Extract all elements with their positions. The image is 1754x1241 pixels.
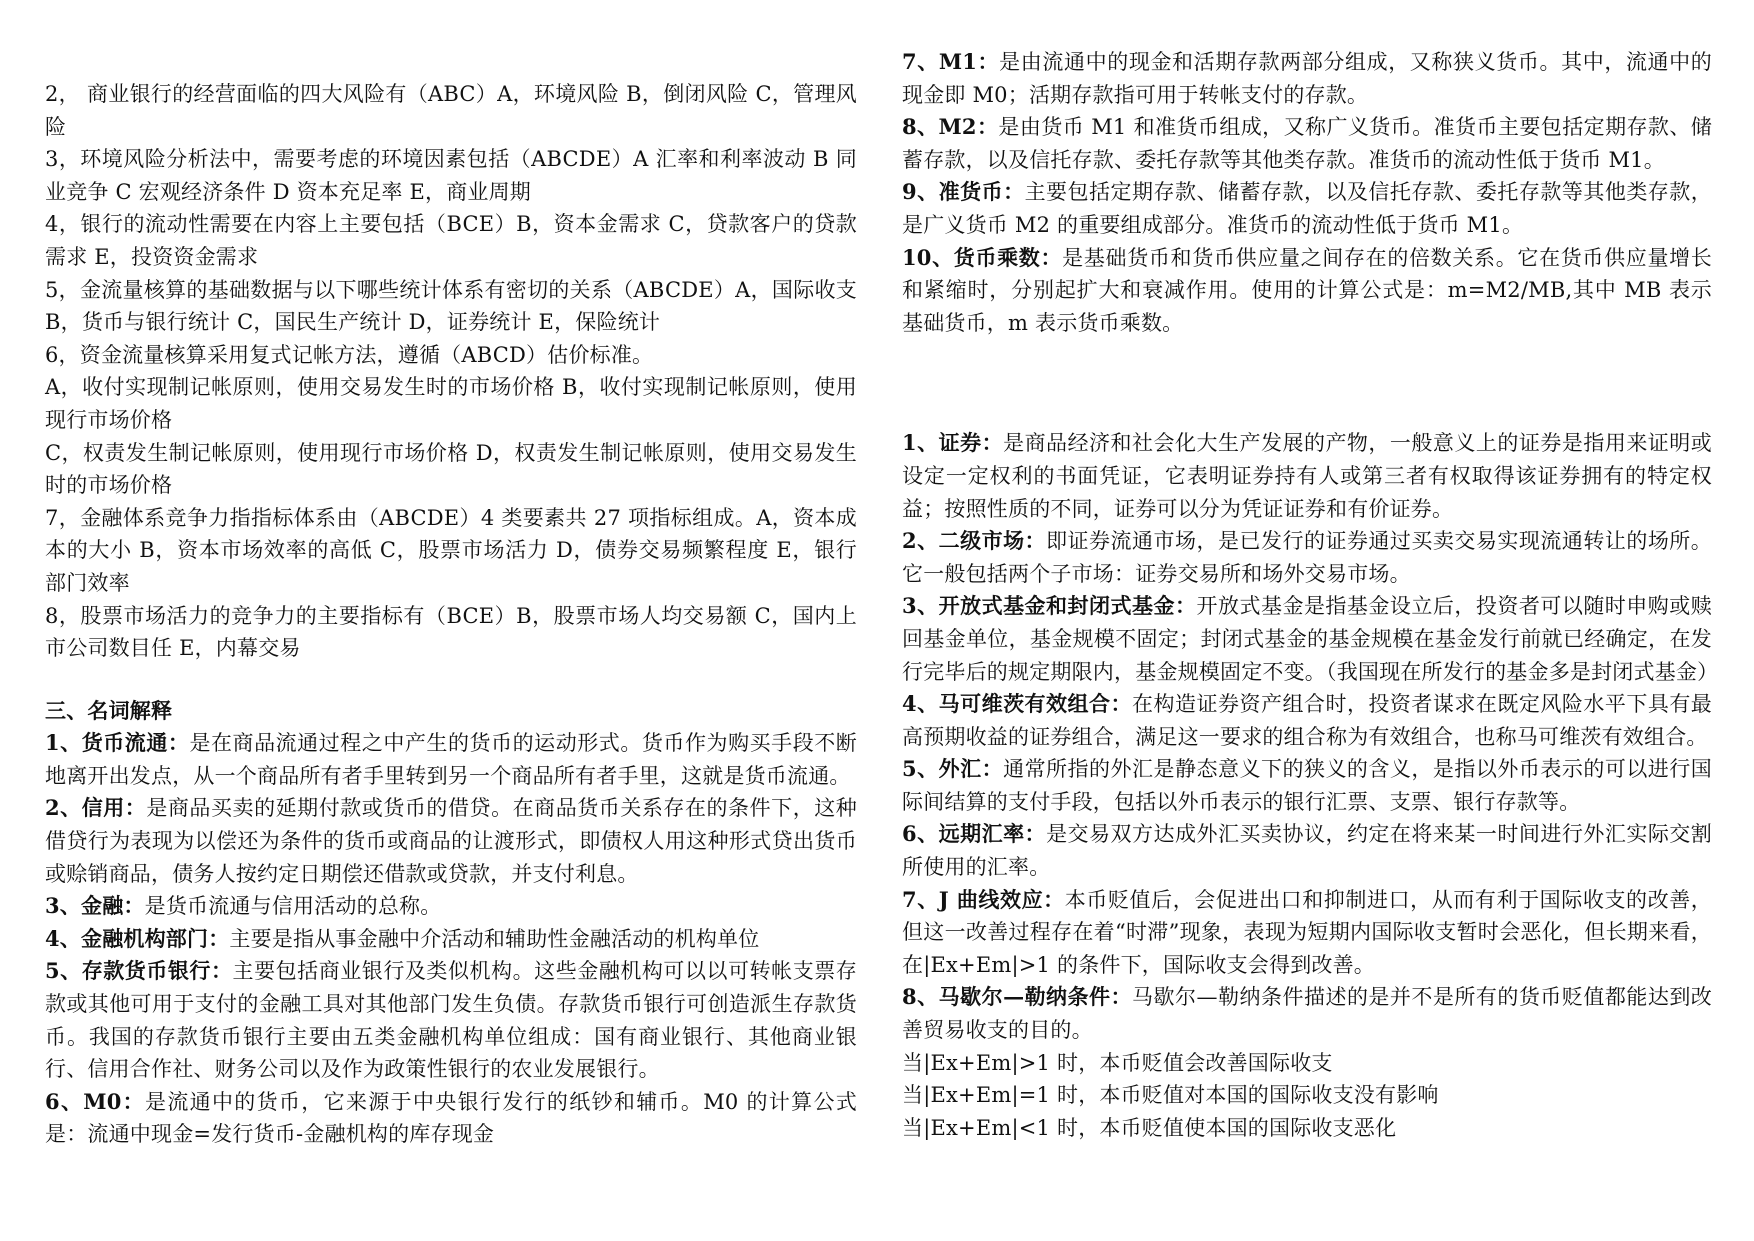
term-label: 8、M2：	[902, 114, 999, 140]
term-definition: 是货币流通与信用活动的总称。	[144, 894, 442, 919]
term-entry	[902, 818, 1712, 883]
term-entry	[902, 590, 1719, 688]
mc-question-7: 7，金融体系竞争力指指标体系由（ABCDE）4 类要素共 27 项指标组成。A，资本成本的大小 B，资本市场效率的高低 C，股票市场活力 D，债券交易频繁程度 E，银行部门效率	[45, 505, 857, 595]
term-definition: 主要包括定期存款、储蓄存款，以及信托存款、委托存款等其他类存款，是广义货币 M2 的重要组成部分。准货币的流动性低于货币 M1。	[902, 180, 1712, 237]
term-label: 5、外汇：	[902, 756, 1004, 782]
term-entry	[45, 1086, 857, 1151]
mc-question-6-options-ab: A，收付实现制记帐原则，使用交易发生时的市场价格 B，收付实现制记帐原则，使用现行市场价格	[45, 375, 857, 432]
mc-question-6-options-cd: C，权责发生制记帐原则，使用现行市场价格 D，权责发生制记帐原则，使用交易发生时的市场价格	[45, 440, 857, 498]
term-label: 3、金融：	[45, 893, 145, 919]
mc-question-6: 6，资金流量核算采用复式记帐方法，遵循（ABCD）估价标准。	[45, 342, 654, 367]
term-definition: 是基础货币和货币供应量之间存在的倍数关系。它在货币供应量增长和紧缩时，分别起扩大和衰减作用。使用的计算公式是：m=M2/MB,其中 MB 表示基础货币，m 表示货币乘数。	[902, 245, 1713, 335]
term-label: 9、准货币：	[902, 179, 1025, 205]
section-gap	[45, 665, 857, 695]
term-label: 3、开放式基金和封闭式基金：	[902, 593, 1197, 619]
section-gap	[902, 339, 1712, 427]
term-label: 4、马可维茨有效组合：	[902, 691, 1133, 717]
term-label: 6、M0：	[45, 1088, 145, 1114]
term-label: 7、J 曲线效应：	[902, 886, 1065, 912]
right-column	[902, 0, 1719, 1144]
condition-line: 当|Ex+Em|>1 时，本币贬值会改善国际收支	[902, 1050, 1333, 1075]
mc-question-2: 2， 商业银行的经营面临的四大风险有（ABC）A，环境风险 B，倒闭风险 C，管理风险	[45, 82, 857, 139]
term-label: 7、M1：	[902, 49, 1000, 74]
term-entry	[902, 427, 1712, 525]
term-label: 5、存款货币银行：	[45, 958, 233, 984]
term-definition: 开放式基金是指基金设立后，投资者可以随时申购或赎回基金单位，基金规模不固定；封闭式基金的基金规模在基金发行前就已经确定，在发行完毕后的规定期限内，基金规模固定不变。（我国现在所发行的基金多是封闭式基金）	[902, 594, 1719, 684]
term-entry	[45, 955, 857, 1085]
section-title: 三、名词解释	[45, 697, 173, 723]
mc-question-8: 8，股票市场活力的竞争力的主要指标有（BCE）B，股票市场人均交易额 C，国内上市公司数目任 E，内幕交易	[45, 603, 857, 661]
term-entry	[902, 981, 1712, 1046]
term-definition: 是商品买卖的延期付款或货币的借贷。在商品货币关系存在的条件下，这种借贷行为表现为以偿还为条件的货币或商品的让渡形式，即债权人用这种形式贷出货币或赊销商品，债务人按约定日期偿还借款或贷款，并支付利息。	[45, 796, 857, 886]
term-definition: 是商品经济和社会化大生产发展的产物，一般意义上的证券是指用来证明或设定一定权利的书面凭证，它表明证券持有人或第三者有权取得该证券拥有的特定权益；按照性质的不同，证券可以分为凭证证券和有价证券。	[902, 431, 1712, 521]
term-entry	[902, 884, 1712, 982]
term-definition: 是由流通中的现金和活期存款两部分组成，又称狭义货币。其中，流通中的现金即 M0；活期存款指可用于转帐支付的存款。	[902, 50, 1712, 107]
term-definition: 即证券流通市场，是已发行的证券通过买卖交易实现流通转让的场所。它一般包括两个子市场：证券交易所和场外交易市场。	[902, 529, 1713, 586]
term-entry	[902, 753, 1712, 818]
term-definition: 在构造证券资产组合时，投资者谋求在既定风险水平下具有最高预期收益的证券组合，满足这一要求的组合称为有效组合，也称马可维茨有效组合。	[902, 692, 1713, 749]
term-label: 2、信用：	[45, 795, 147, 821]
left-column	[45, 0, 857, 1151]
term-label: 6、远期汇率：	[902, 821, 1047, 847]
condition-line: 当|Ex+Em|<1 时，本币贬值使本国的国际收支恶化	[902, 1115, 1397, 1140]
term-label: 10、货币乘数：	[902, 244, 1063, 270]
term-label: 1、货币流通：	[45, 730, 190, 756]
term-label: 1、证券：	[902, 430, 1004, 456]
term-definition: 是由货币 M1 和准货币组成，又称广义货币。准货币主要包括定期存款、储蓄存款，以及信托存款、委托存款等其他类存款。准货币的流动性低于货币 M1。	[902, 115, 1712, 172]
term-entry	[45, 792, 857, 890]
term-entry	[45, 727, 857, 792]
term-label: 8、马歇尔—勒纳条件：	[902, 984, 1133, 1010]
term-entry	[902, 46, 1712, 111]
term-definition: 是在商品流通过程之中产生的货币的运动形式。货币作为购买手段不断地离开出发点，从一个商品所有者手里转到另一个商品所有者手里，这就是货币流通。	[45, 731, 857, 788]
term-definition: 是交易双方达成外汇买卖协议，约定在将来某一时间进行外汇实际交割所使用的汇率。	[902, 822, 1713, 880]
term-definition: 主要包括商业银行及类似机构。这些金融机构可以以可转帐支票存款或其他可用于支付的金融工具对其他部门发生负债。存款货币银行可创造派生存款货币。我国的存款货币银行主要由五类金融机构单位组成：国有商业银行、其他商业银行、信用合作社、财务公司以及作为政策性银行的农业发展银行。	[45, 959, 857, 1082]
term-entry	[902, 242, 1712, 340]
condition-line: 当|Ex+Em|=1 时，本币贬值对本国的国际收支没有影响	[902, 1083, 1439, 1108]
term-definition: 主要是指从事金融中介活动和辅助性金融活动的机构单位	[229, 926, 760, 951]
term-entry	[902, 176, 1712, 241]
term-entry	[45, 923, 857, 956]
mc-question-4: 4，银行的流动性需要在内容上主要包括（BCE）B，资本金需求 C，贷款客户的贷款需求 E，投资资金需求	[45, 212, 857, 269]
mc-question-5: 5，金流量核算的基础数据与以下哪些统计体系有密切的关系（ABCDE）A，国际收支 B，货币与银行统计 C，国民生产统计 D，证券统计 E，保险统计	[45, 277, 857, 335]
term-entry	[902, 525, 1712, 590]
term-definition: 本币贬值后，会促进出口和抑制进口，从而有利于国际收支的改善，但这一改善过程存在着“时滞”现象，表现为短期内国际收支暂时会恶化，但长期来看，在|Ex+Em|>1 的条件下，国际收支会得到改善。	[902, 887, 1712, 977]
term-entry	[902, 111, 1712, 176]
term-entry	[902, 688, 1712, 753]
term-definition: 马歇尔—勒纳条件描述的是并不是所有的货币贬值都能达到改善贸易收支的目的。	[902, 985, 1713, 1043]
term-entry	[45, 890, 857, 923]
term-definition: 是流通中的货币，它来源于中央银行发行的纸钞和辅币。M0 的计算公式是：流通中现金=发行货币-金融机构的库存现金	[45, 1089, 857, 1147]
term-label: 2、二级市场：	[902, 528, 1047, 554]
term-label: 4、金融机构部门：	[45, 925, 230, 951]
term-definition: 通常所指的外汇是静态意义下的狭义的含义，是指以外币表示的可以进行国际间结算的支付手段，包括以外币表示的银行汇票、支票、银行存款等。	[902, 757, 1712, 814]
mc-question-3: 3，环境风险分析法中，需要考虑的环境因素包括（ABCDE）A 汇率和利率波动 B 同业竞争 C 宏观经济条件 D 资本充足率 E，商业周期	[45, 147, 857, 204]
